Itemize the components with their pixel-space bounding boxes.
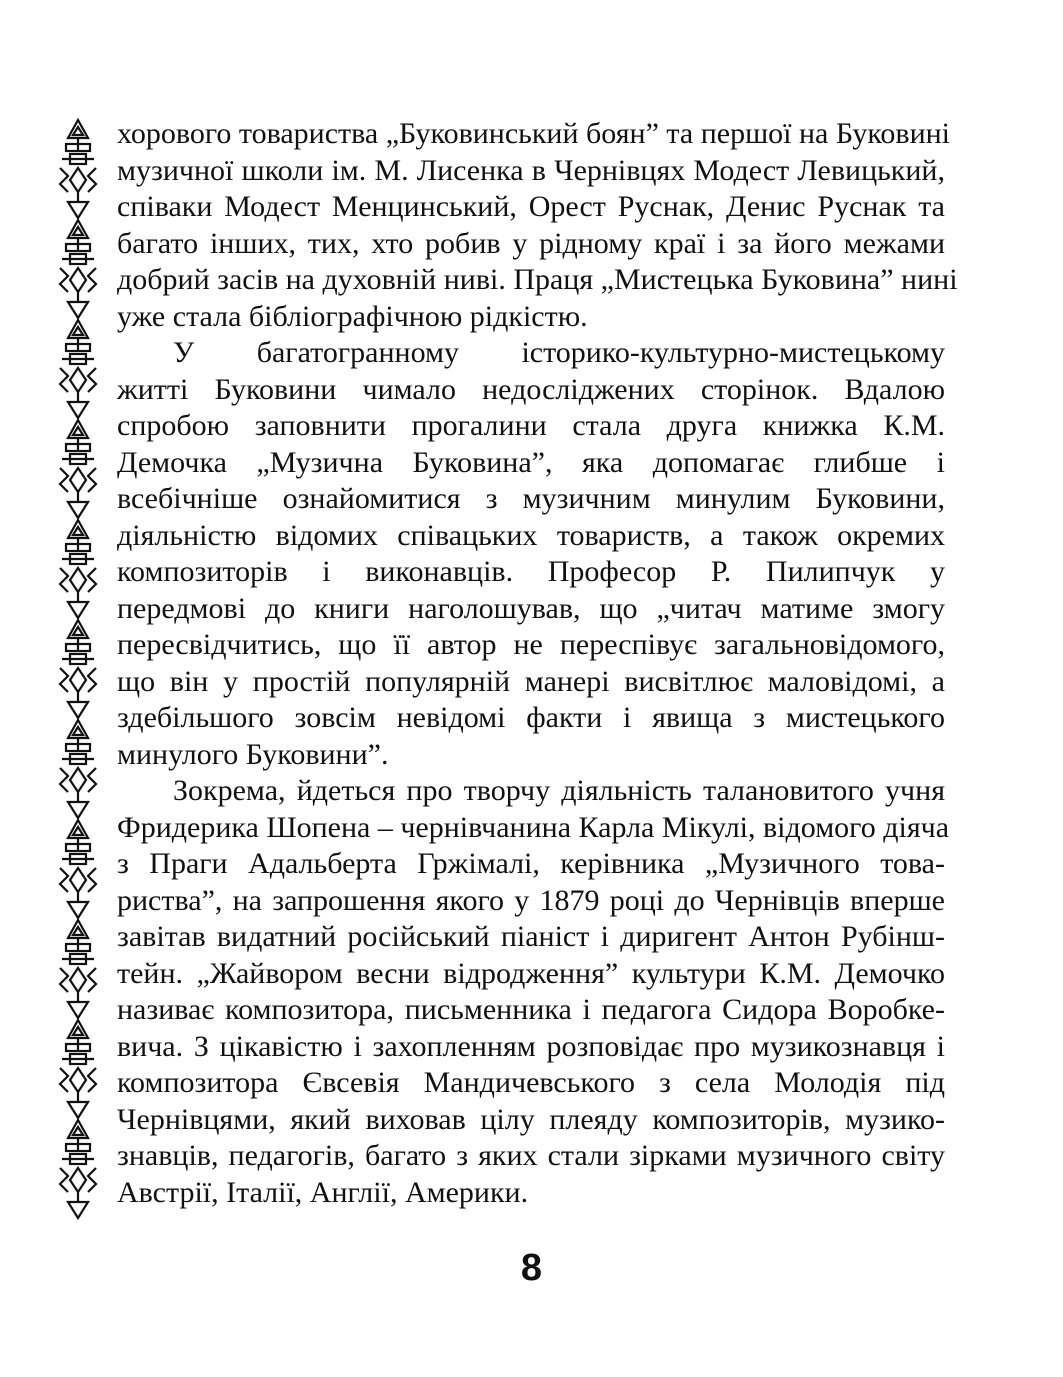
text-line: композитора Євсевія Мандичевського з села Молодія під: [117, 1066, 945, 1099]
folk-embroidery-border-icon: [56, 118, 100, 1222]
ornament-motif-icon: [60, 420, 96, 518]
ornament-motif-icon: [60, 820, 96, 918]
text-line: пересвідчитись, що її автор не переспівує загальновідомого,: [117, 628, 945, 661]
text-line: музичної школи ім. М. Лисенка в Чернівцях Модест Левицький,: [117, 153, 945, 187]
text-line: здебільшого зовсім невідомі факти і явища з мистецького: [117, 701, 945, 734]
text-line: вича. З цікавістю і захопленням розповідає про музикознавця і: [117, 1029, 945, 1063]
text-line: що він у простій популярній манері висвітлює маловідомі, а: [117, 664, 945, 698]
text-line: співаки Модест Менцинський, Орест Руснак, Денис Руснак та: [117, 190, 945, 223]
ornament-motif-icon: [60, 320, 96, 418]
ornament-motif-icon: [60, 120, 96, 218]
paragraph: [117, 116, 958, 335]
ornament-motif-icon: [60, 920, 96, 1018]
text-line: тейн. „Жайвором весни відродження” культури К.М. Демочко: [117, 956, 945, 990]
text-line: Демочка „Музична Буковина”, яка допомагає глибше і: [117, 445, 945, 479]
text-line: У багатогранному історико-культурно-мистецькому: [173, 336, 945, 369]
text-line: всебічніше ознайомитися з музичним минулим Буковини,: [117, 482, 945, 515]
paragraph: [117, 773, 950, 1211]
text-line: композиторів і виконавців. Професор Р. Пилипчук у: [117, 555, 945, 588]
text-line: знавців, педагогів, багато з яких стали зірками музичного світу: [117, 1139, 945, 1172]
page-number: 8: [520, 1247, 543, 1289]
paragraph: [117, 335, 945, 773]
ornament-motif-icon: [60, 620, 96, 718]
text-line: добрий засів на духовній ниві. Праця „Мистецька Буковина” нині: [117, 263, 958, 296]
text-line: спробою заповнити прогалини стала друга книжка К.М.: [117, 409, 945, 442]
text-line: Фридерика Шопена – чернівчанина Карла Мікулі, відомого діяча: [117, 810, 950, 844]
text-line: завітав видатний російський піаніст і диригент Антон Рубінш-: [117, 920, 945, 953]
text-line: називає композитора, письменника і педагога Сидора Воробке-: [117, 993, 945, 1026]
ornament-motif-icon: [60, 220, 96, 318]
text-line: Австрії, Італії, Англії, Америки.: [117, 1175, 529, 1209]
text-line: з Праги Адальберта Гржімалі, керівника „Музичного това-: [117, 847, 945, 880]
text-line: риства”, на запрошення якого у 1879 році до Чернівців вперше: [117, 883, 945, 917]
ornament-motif-icon: [60, 720, 96, 818]
ornament-motif-icon: [60, 1120, 96, 1218]
text-line: хорового товариства „Буковинський боян” та першої на Буковині: [117, 117, 951, 150]
ornament-motif-icon: [60, 520, 96, 618]
ornament-motif-icon: [60, 1020, 96, 1118]
text-line: діяльністю відомих співацьких товариств, а також окремих: [117, 518, 945, 552]
text-line: багато інших, тих, хто робив у рідному краї і за його межами: [117, 226, 945, 260]
text-line: передмові до книги наголошував, що „читач матиме змогу: [117, 591, 945, 625]
text-line: житті Буковини чимало недосліджених сторінок. Вдалою: [117, 372, 945, 406]
text-line: уже стала бібліографічною рідкістю.: [117, 299, 588, 333]
text-line: Зокрема, йдеться про творчу діяльність талановитого учня: [173, 774, 945, 807]
text-line: минулого Буковини”.: [117, 737, 389, 771]
body-text: [117, 116, 958, 1211]
text-line: Чернівцями, який виховав цілу плеяду композиторів, музико-: [117, 1102, 945, 1136]
